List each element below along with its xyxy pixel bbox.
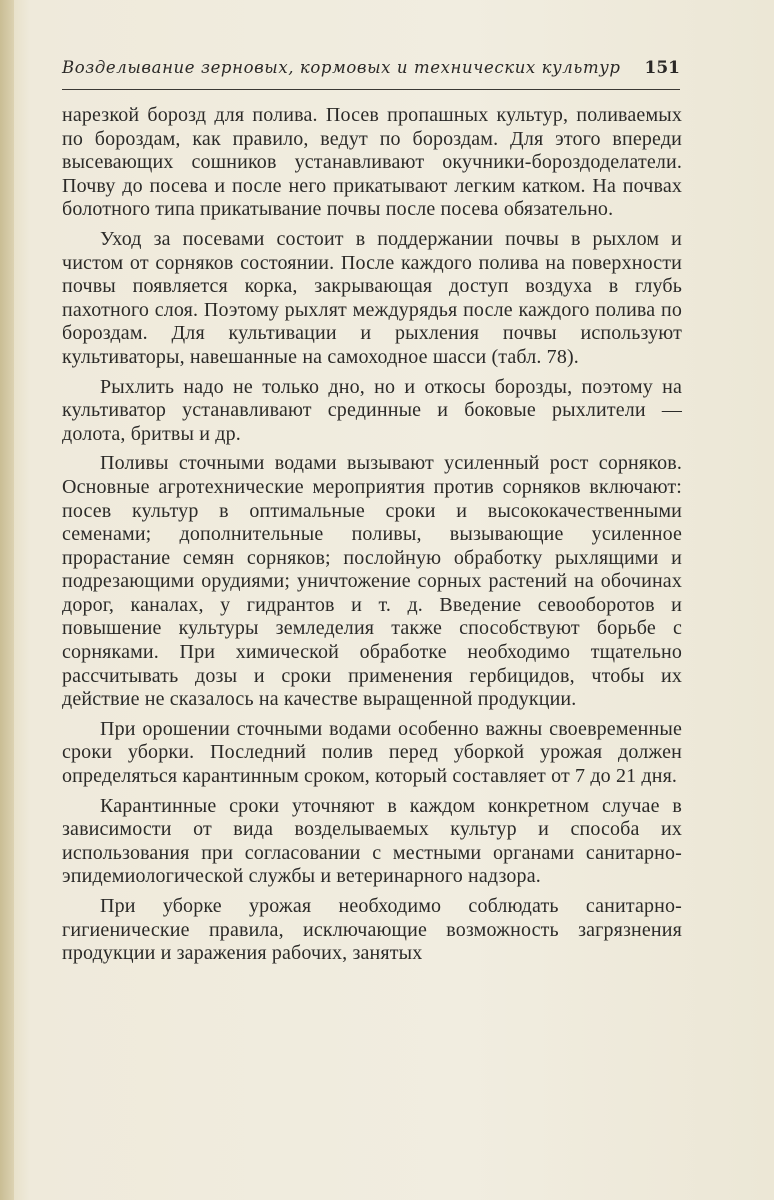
page-number: 151	[644, 58, 680, 78]
paragraph: Карантинные сроки уточняют в каждом конкретном случае в зависимости от вида возделываемых культур и способа их использования при согласовании с местными органами санитарно-эпидемиологической службы и ветеринарного надзора.	[62, 794, 682, 888]
running-title: Возделывание зерновых, кормовых и технических культур	[62, 58, 621, 77]
paragraph: нарезкой борозд для полива. Посев пропашных культур, поливаемых по бороздам, как правило, ведут по бороздам. Для этого впереди высевающих сошников устанавливают окучники-бороздоделатели. Почву до посева и после него прикатывают легким катком. На почвах болотного типа прикатывание почвы после посева обязательно.	[62, 104, 682, 221]
page-spine-shadow	[0, 0, 14, 1200]
header-rule	[62, 89, 680, 90]
paragraph: Поливы сточными водами вызывают усиленный рост сорняков. Основные агротехнические мероприятия против сорняков включают: посев культур в оптимальные сроки и высококачественными семенами; дополнительные поливы, вызывающие усиленное прорастание семян сорняков; послойную обработку рыхлящими и подрезающими орудиями; уничтожение сорных растений на обочинах дорог, каналах, у гидрантов и т. д. Введение севооборотов и повышение культуры земледелия также способствуют борьбе с сорняками. При химической обработке необходимо тщательно рассчитывать дозы и сроки применения гербицидов, чтобы их действие не сказалось на качестве выращенной продукции.	[62, 452, 682, 711]
body-text	[62, 104, 682, 972]
paragraph: При уборке урожая необходимо соблюдать санитарно-гигиенические правила, исключающие возможность загрязнения продукции и заражения рабочих, занятых	[62, 895, 682, 965]
paragraph: Уход за посевами состоит в поддержании почвы в рыхлом и чистом от сорняков состоянии. После каждого полива на поверхности почвы появляется корка, закрывающая доступ воздуха в глубь пахотного слоя. Поэтому рыхлят междурядья после каждого полива по бороздам. Для культивации и рыхления почвы используют культиваторы, навешанные на самоходное шасси (табл. 78).	[62, 227, 682, 368]
paragraph: При орошении сточными водами особенно важны своевременные сроки уборки. Последний полив перед уборкой урожая должен определяться карантинным сроком, который составляет от 7 до 21 дня.	[62, 717, 682, 788]
running-head	[62, 58, 680, 90]
paragraph: Рыхлить надо не только дно, но и откосы борозды, поэтому на культиватор устанавливают срединные и боковые рыхлители — долота, бритвы и др.	[62, 375, 682, 445]
